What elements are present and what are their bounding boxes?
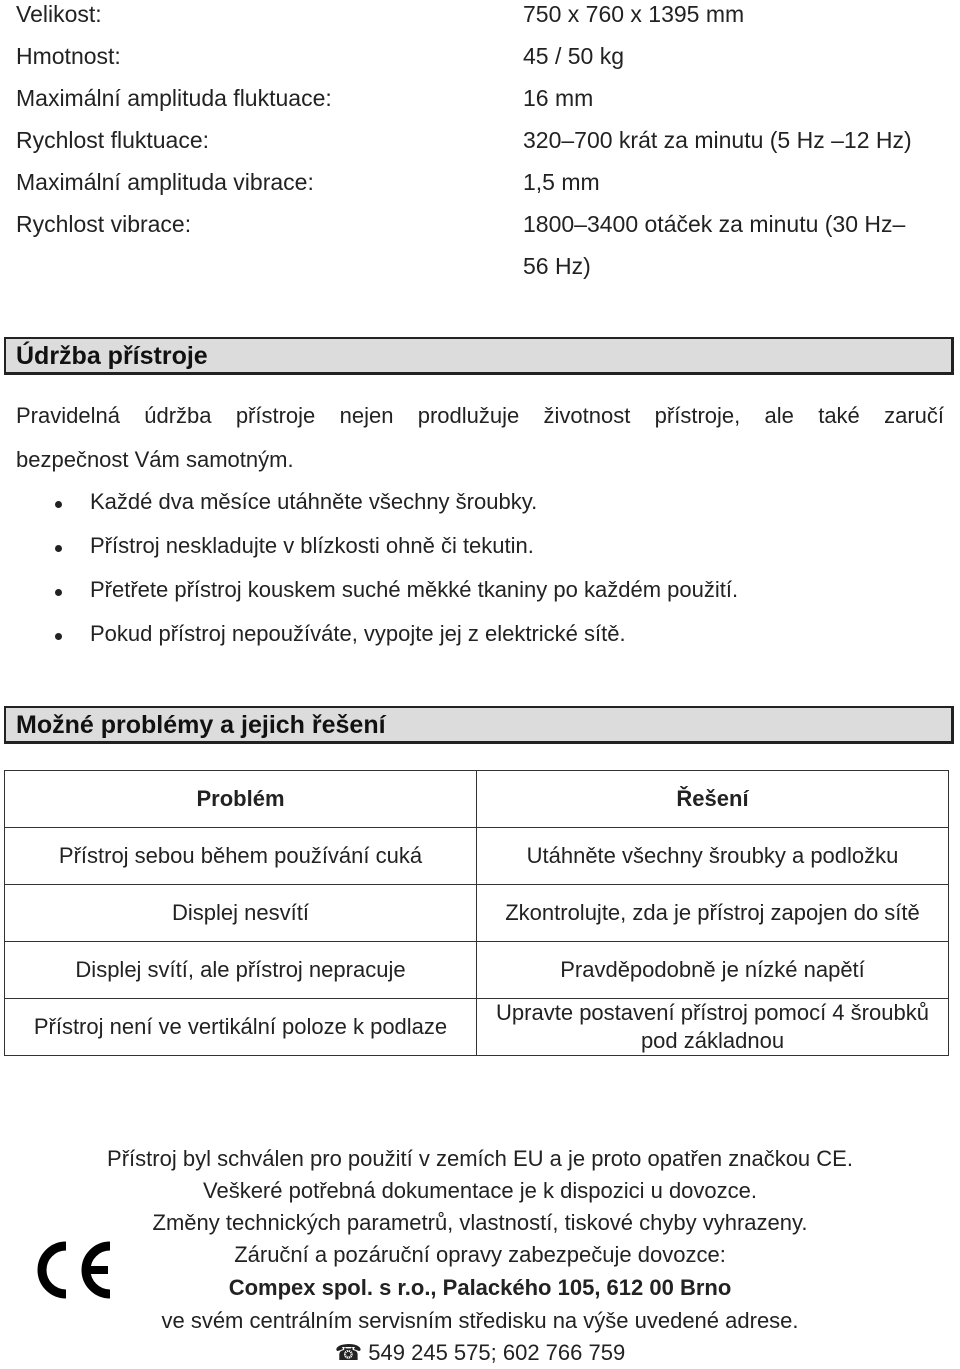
column-header-solution: Řešení [477, 771, 949, 828]
table-row [5, 942, 949, 999]
list-item-text: Pokud přístroj nepoužíváte, vypojte jej z elektrické sítě. [90, 621, 626, 646]
spec-label: Hmotnost: [16, 43, 121, 69]
spec-value: 750 x 760 x 1395 mm [523, 1, 745, 27]
spec-value-continuation: 56 Hz) [523, 253, 591, 279]
spec-label: Rychlost vibrace: [16, 211, 192, 237]
spec-row-fluct-speed [0, 126, 960, 166]
spec-row-vib-amplitude [0, 168, 960, 208]
footer-eu-approval: Přístroj byl schválen pro použití v zemích EU a je proto opatřen značkou CE. [107, 1146, 853, 1171]
problems-table [4, 770, 949, 1056]
phone-numbers: 549 245 575; 602 766 759 [368, 1340, 626, 1365]
table-row [5, 828, 949, 885]
intro-line: Pravidelná údržba přístroje nejen prodlužuje životnost přístroje, ale také zaručí [16, 403, 944, 428]
list-item-text: Každé dva měsíce utáhněte všechny šroubky. [90, 489, 538, 514]
intro-line: bezpečnost Vám samotným. [16, 447, 294, 472]
footer-disclaimer: Změny technických parametrů, vlastností, tiskové chyby vyhrazeny. [152, 1210, 808, 1235]
list-item [0, 532, 960, 572]
list-item-text: Přetřete přístroj kouskem suché měkké tkaniny po každém použití. [90, 577, 739, 602]
footer-documentation: Veškeré potřebná dokumentace je k dispozici u dovozce. [203, 1178, 757, 1203]
maintenance-intro [16, 394, 944, 482]
problem-cell: Displej svítí, ale přístroj nepracuje [5, 942, 477, 999]
bullet-icon [55, 589, 62, 596]
bullet-icon [55, 633, 62, 640]
phone-icon: ☎ [334, 1340, 363, 1365]
section-header-problems [4, 706, 954, 744]
solution-cell: Zkontrolujte, zda je přístroj zapojen do sítě [477, 885, 949, 942]
spec-row-vib-speed [0, 210, 960, 250]
spec-value: 320–700 krát za minutu (5 Hz –12 Hz) [523, 127, 912, 153]
spec-value: 16 mm [523, 85, 594, 111]
problem-cell: Přístroj není ve vertikální poloze k podlaze [5, 999, 477, 1056]
list-item [0, 620, 960, 660]
spec-row-weight [0, 42, 960, 82]
table-header-row [5, 771, 949, 828]
problem-cell: Přístroj sebou během používání cuká [5, 828, 477, 885]
spec-label: Velikost: [16, 1, 102, 27]
spec-value: 45 / 50 kg [523, 43, 625, 69]
spec-row-fluct-amplitude [0, 84, 960, 124]
spec-label: Rychlost fluktuace: [16, 127, 210, 153]
footer-company-address: Compex spol. s r.o., Palackého 105, 612 00 Brno [228, 1275, 732, 1300]
spec-label: Maximální amplituda vibrace: [16, 169, 314, 195]
bullet-icon [55, 501, 62, 508]
list-item [0, 488, 960, 528]
spec-row-size [0, 0, 960, 40]
solution-cell: Upravte postavení přístroj pomocí 4 šroubků pod základnou [477, 999, 949, 1056]
bullet-icon [55, 545, 62, 552]
solution-cell: Utáhněte všechny šroubky a podložku [477, 828, 949, 885]
problem-cell: Displej nesvítí [5, 885, 477, 942]
ce-mark-logo [28, 1238, 118, 1302]
section-title: Možné problémy a jejich řešení [16, 711, 386, 739]
list-item [0, 576, 960, 616]
footer-warranty: Záruční a pozáruční opravy zabezpečuje dovozce: [234, 1242, 726, 1267]
section-header-maintenance [4, 337, 954, 375]
footer-phone [0, 1339, 960, 1367]
spec-value: 1800–3400 otáček za minutu (30 Hz– [523, 211, 906, 237]
table-row [5, 885, 949, 942]
column-header-problem: Problém [5, 771, 477, 828]
section-title: Údržba přístroje [16, 342, 208, 370]
table-row [5, 999, 949, 1056]
footer-service: ve svém centrálním servisním středisku na výše uvedené adrese. [161, 1308, 799, 1333]
spec-value: 1,5 mm [523, 169, 600, 195]
solution-cell: Pravděpodobně je nízké napětí [477, 942, 949, 999]
list-item-text: Přístroj neskladujte v blízkosti ohně či tekutin. [90, 533, 534, 558]
spec-label: Maximální amplituda fluktuace: [16, 85, 332, 111]
